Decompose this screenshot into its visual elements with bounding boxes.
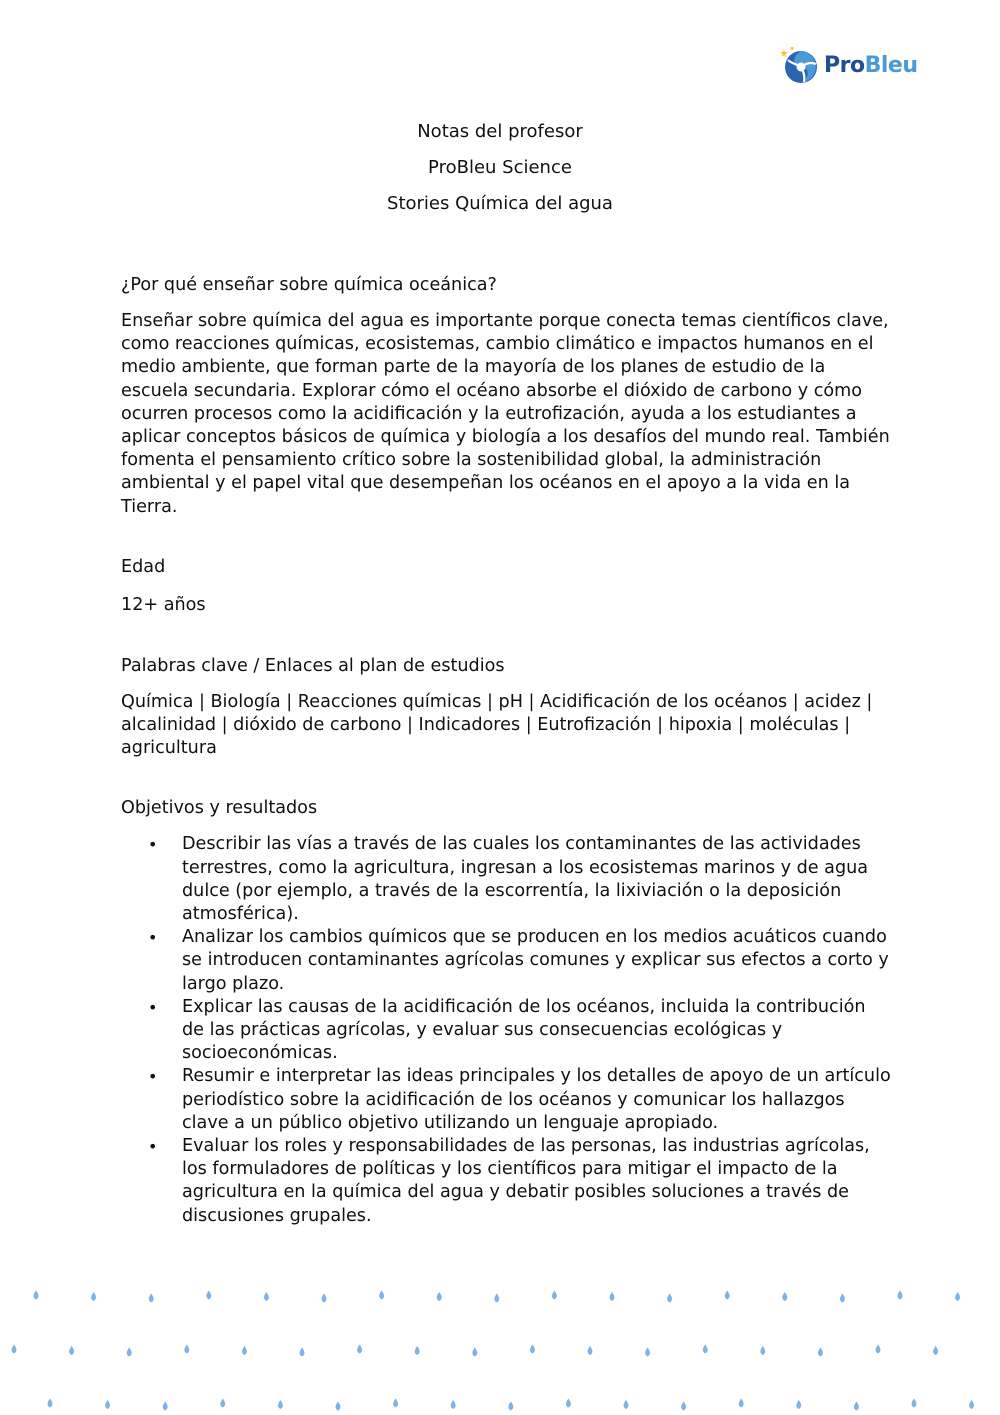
droplet-icon [472, 1348, 477, 1357]
droplet-icon [415, 1346, 420, 1355]
bullet-icon: • [148, 928, 158, 948]
age-value: 12+ años [121, 594, 206, 615]
droplet-icon [48, 1399, 53, 1408]
keywords-list: Química | Biología | Reacciones químicas | pH | Acidificación de los océanos | acidez | alcalinidad | dióxido de carbono | Indicadores | Eutrofización | hipoxia | moléculas | agricultura [121, 691, 873, 759]
droplet-icon [667, 1294, 672, 1303]
probleu-swirl-icon [778, 44, 820, 86]
droplet-icon [725, 1291, 730, 1300]
header-story-title: Stories Química del agua [387, 193, 613, 214]
droplet-icon [703, 1345, 708, 1354]
objective-text: Analizar los cambios químicos que se producen en los medios acuáticos cuando se introducen contaminantes agrícolas comunes y explicar sus efectos a corto y largo plazo. [182, 927, 889, 994]
droplet-icon [876, 1345, 881, 1354]
list-item [121, 1065, 891, 1135]
droplet-icon [912, 1399, 917, 1408]
logo-wordmark [824, 53, 918, 78]
droplet-icon [898, 1291, 903, 1300]
droplet-icon [322, 1294, 327, 1303]
droplet-icon [105, 1400, 110, 1409]
droplet-icon [588, 1346, 593, 1355]
logo-text-bleu: Bleu [864, 52, 918, 78]
droplet-icon [818, 1348, 823, 1357]
droplet-icon [955, 1292, 960, 1301]
droplet-icon [760, 1346, 765, 1355]
objectives-list [121, 833, 891, 1227]
droplet-icon [739, 1399, 744, 1408]
droplet-icon [220, 1399, 225, 1408]
droplet-pattern [0, 1285, 1000, 1415]
droplet-icon [624, 1400, 629, 1409]
droplet-icon [242, 1346, 247, 1355]
droplet-icon [12, 1345, 17, 1354]
objective-text: Explicar las causas de la acidificación de los océanos, incluida la contribución de las prácticas agrícolas, y evaluar sus consecuencias ecológicas y socioeconómicas. [182, 996, 866, 1064]
droplet-icon [393, 1399, 398, 1408]
why-paragraph: Enseñar sobre química del agua es importante porque conecta temas científicos clave, como reacciones químicas, ecosistemas, cambio climático e impactos humanos en el medio ambiente, que forman parte de la mayoría de los planes de estudio de la escuela secundaria. Explorar cómo el océano absorbe el dióxido de carbono y cómo ocurren procesos como la acidificación y la eutrofización, ayuda a los estudiantes a aplicar conceptos básicos de química y biología a los desafíos del mundo real. También fomenta el pensamiento crítico sobre la sostenibilidad global, la administración ambiental y el papel vital que desempeñan los océanos en el apoyo a la vida en la Tierra. [121, 311, 890, 517]
bullet-icon: • [148, 997, 158, 1017]
droplet-icon [552, 1291, 557, 1300]
keywords-heading: Palabras clave / Enlaces al plan de estudios [121, 655, 505, 676]
droplet-icon [610, 1292, 615, 1301]
objective-text: Evaluar los roles y responsabilidades de las personas, las industrias agrícolas, los formuladores de políticas y los científicos para mitigar el impacto de la agricultura en la química del agua y debatir posibles soluciones a través de discusiones grupales. [182, 1136, 870, 1226]
droplet-icon [796, 1400, 801, 1409]
droplet-icon [508, 1402, 513, 1411]
droplet-icon [933, 1346, 938, 1355]
droplet-icon [782, 1292, 787, 1301]
droplet-icon [91, 1292, 96, 1301]
droplet-icon [184, 1345, 189, 1354]
droplet-icon [645, 1348, 650, 1357]
bullet-icon: • [148, 1137, 158, 1157]
droplet-icon [163, 1402, 168, 1411]
header-subtitle: ProBleu Science [428, 157, 572, 178]
droplet-icon [530, 1345, 535, 1354]
bullet-icon: • [148, 835, 158, 855]
droplet-icon [969, 1400, 974, 1409]
droplet-icon [379, 1291, 384, 1300]
document-body [121, 272, 891, 1228]
list-item [121, 926, 891, 996]
droplet-icon [357, 1345, 362, 1354]
logo-text-pro: Pro [824, 52, 865, 78]
why-heading: ¿Por qué enseñar sobre química oceánica? [121, 275, 497, 295]
droplet-icon [34, 1291, 39, 1300]
droplet-icon [278, 1400, 283, 1409]
objective-text: Resumir e interpretar las ideas principales y los detalles de apoyo de un artículo periodístico sobre la acidificación de los océanos y comunicar los hallazgos clave a un público objetivo utilizando un lenguaje apropiado. [182, 1066, 891, 1133]
probleu-logo [778, 42, 928, 88]
droplet-icon [206, 1291, 211, 1300]
droplet-icon [681, 1402, 686, 1411]
droplet-icon [437, 1292, 442, 1301]
list-item [121, 1135, 891, 1228]
objectives-heading: Objetivos y resultados [121, 798, 318, 819]
list-item [121, 996, 891, 1066]
droplet-icon [69, 1346, 74, 1355]
objective-text: Describir las vías a través de las cuales los contaminantes de las actividades terrestres, como la agricultura, ingresan a los ecosistemas marinos y de agua dulce (por ejemplo, a través de la escorrentía, la lixiviación o la deposición atmosférica). [182, 834, 869, 925]
age-heading: Edad [121, 556, 166, 577]
droplet-icon [264, 1292, 269, 1301]
droplet-icon [854, 1402, 859, 1411]
droplet-icon [840, 1294, 845, 1303]
bullet-icon: • [148, 1067, 158, 1087]
droplet-icon [566, 1399, 571, 1408]
droplet-icon [127, 1348, 132, 1357]
list-item [121, 833, 891, 926]
header-title: Notas del profesor [417, 121, 583, 142]
droplet-icon [451, 1400, 456, 1409]
droplet-icon [300, 1348, 305, 1357]
droplet-icon [494, 1294, 499, 1303]
droplet-icon [336, 1402, 341, 1411]
droplet-icon [149, 1294, 154, 1303]
document-header [0, 118, 1000, 226]
